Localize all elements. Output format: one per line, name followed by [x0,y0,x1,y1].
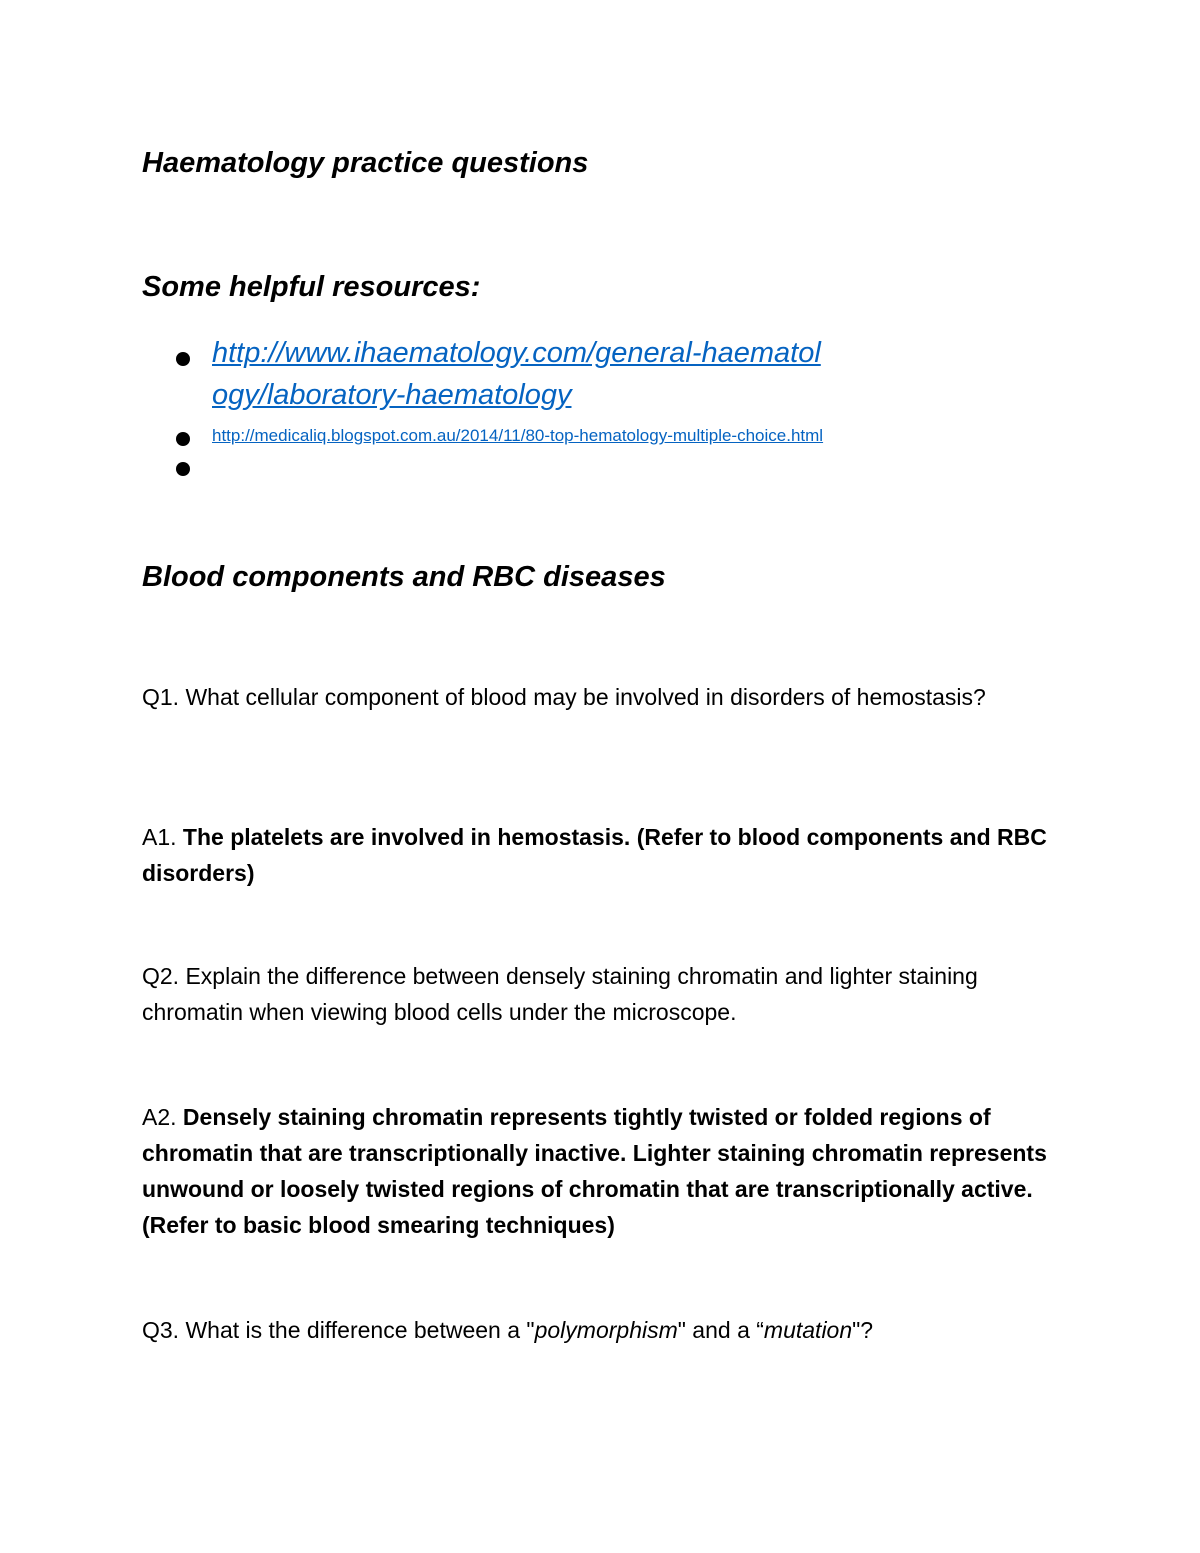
resource-link-medicaliq[interactable]: http://medicaliq.blogspot.com.au/2014/11/80-top-hematology-multiple-choice.html [212,426,824,445]
question-3-label: Q3. [142,1317,180,1343]
question-1-text: What cellular component of blood may be involved in disorders of hemostasis? [185,684,986,710]
resource-item-empty [0,452,1200,482]
question-3-mid: " and a “ [677,1317,764,1343]
resource-item [0,332,1200,422]
question-3-term-mutation: mutation [763,1317,853,1343]
section-heading: Blood components and RBC diseases [142,561,666,593]
question-3-post: "? [852,1317,874,1343]
resource-item [0,422,1200,452]
answer-1 [142,819,1072,891]
resources-list [0,332,1200,482]
question-3-pre: What is the difference between a " [185,1317,535,1343]
answer-2 [142,1099,1072,1243]
resources-heading: Some helpful resources: [142,271,481,303]
question-2-text: Explain the difference between densely staining chromatin and lighter staining chromatin when viewing blood cells under the microscope. [142,963,978,1025]
answer-2-label: A2. [142,1104,177,1130]
question-2-label: Q2. [142,963,180,989]
question-3 [142,1312,1072,1348]
question-1-label: Q1. [142,684,180,710]
resource-link-ihaematology[interactable]: http://www.ihaematology.com/general-haematology/laboratory-haematology [212,337,821,411]
document-title: Haematology practice questions [142,147,589,179]
answer-1-label: A1. [142,824,177,850]
bullet-icon [176,352,190,366]
answer-1-text: The platelets are involved in hemostasis. (Refer to blood components and RBC disorders) [142,824,1047,886]
question-2 [142,958,1072,1030]
bullet-icon [176,462,190,476]
bullet-icon [176,432,190,446]
question-3-term-polymorphism: polymorphism [534,1317,678,1343]
answer-2-text: Densely staining chromatin represents tightly twisted or folded regions of chromatin that are transcriptionally inactive. Lighter staining chromatin represents unwound or loosely twisted regions of chromatin that are transcriptionally active. (Refer to basic blood smearing techniques) [142,1104,1047,1238]
question-1 [142,679,1072,715]
